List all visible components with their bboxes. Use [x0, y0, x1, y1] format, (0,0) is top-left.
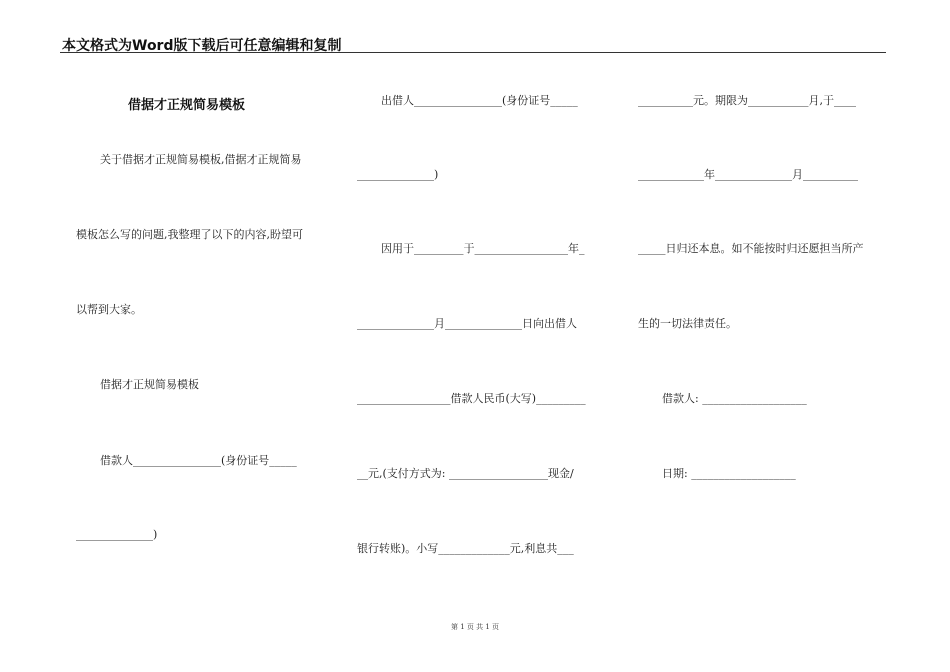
paragraph-line: ______________) [76, 528, 158, 541]
paragraph-line: ____________年______________月__________ [638, 168, 858, 181]
paragraph-line: 关于借据才正规简易模板,借据才正规简易 [100, 153, 302, 166]
paragraph-line: ______________月______________日向出借人 [357, 317, 577, 330]
column-1 [76, 0, 326, 672]
paragraph-line: _____日归还本息。如不能按时归还愿担当所产 [638, 242, 864, 255]
paragraph-line: __元,(支付方式为: __________________现金/ [357, 467, 574, 480]
lender-line: 出借人________________(身份证号_____ [381, 94, 578, 107]
paragraph-line: 生的一切法律责任。 [638, 317, 737, 330]
column-2 [357, 0, 609, 672]
header-text: 本文格式为Word版下载后可任意编辑和复制 [62, 38, 342, 54]
paragraph-line: 银行转账)。小写_____________元,利息共___ [357, 542, 574, 555]
signature-date-line: 日期: ___________________ [662, 467, 796, 480]
column-3 [638, 0, 890, 672]
page-number-footer: 第 1 页 共 1 页 [450, 623, 500, 631]
section-heading: 借据才正规简易模板 [100, 378, 199, 391]
paragraph-line: 因用于_________于_________________年_ [381, 242, 585, 255]
signature-borrower-line: 借款人: ___________________ [662, 392, 807, 405]
paragraph-line: 模板怎么写的问题,我整理了以下的内容,盼望可 [76, 228, 303, 241]
paragraph-line: ______________) [357, 168, 439, 181]
document-title: 借据才正规简易模板 [128, 98, 246, 113]
paragraph-line: __________元。期限为___________月,于____ [638, 94, 856, 107]
paragraph-line: 以帮到大家。 [76, 303, 142, 316]
paragraph-line: _________________借款人民币(大写)_________ [357, 392, 586, 405]
borrower-line: 借款人________________(身份证号_____ [100, 454, 297, 467]
